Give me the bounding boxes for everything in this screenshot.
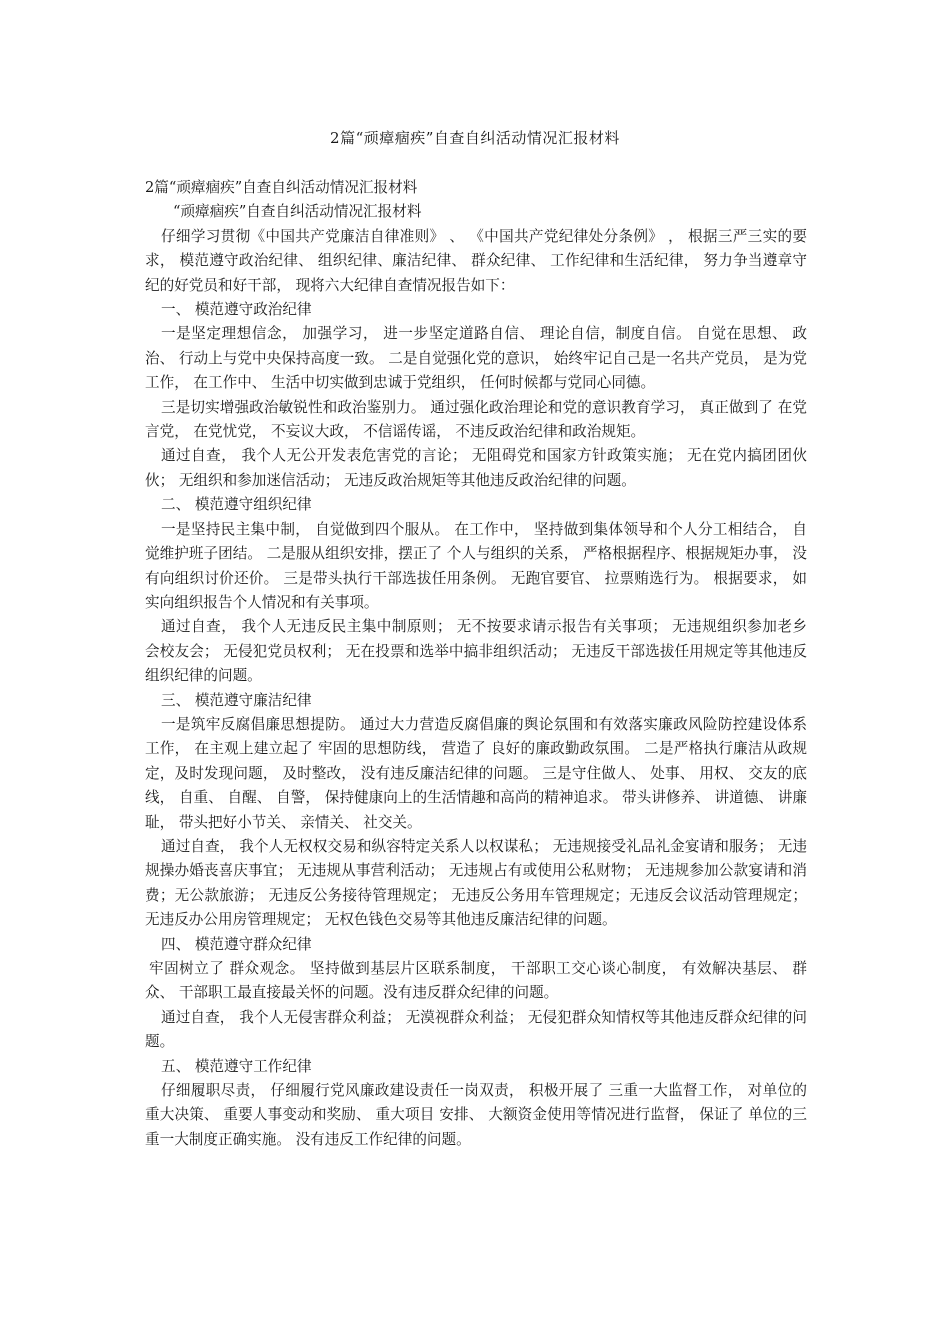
paragraph: 三是切实增强政治敏锐性和政治鉴别力。 通过强化政治理论和党的意识教育学习， 真正做到了 在党言党， 在党忧党， 不妄议大政， 不信谣传谣， 不违反政治纪律和政治规矩。 <box>145 398 807 441</box>
paragraph: 通过自查， 我个人无违反民主集中制原则； 无不按要求请示报告有关事项； 无违规组织参加老乡 会校友会； 无侵犯党员权利； 无在投票和选举中搞非组织活动； 无违反干部选拔任用规定等其他违反组织纪律的问题。 <box>145 618 807 685</box>
document-body <box>145 176 807 1152</box>
paragraph: 通过自查， 我个人无权权交易和纵容特定关系人以权谋私； 无违规接受礼品礼金宴请和服务； 无违规操办婚丧喜庆事宜； 无违规从事营利活动； 无违规占有或使用公私财物； 无违规参加公款宴请和消费；无公款旅游； 无违反公务接待管理规定； 无违反公务用车管理规定；无违反会议活动管理规定； 无违反办公用房管理规定； 无权色钱色交易等其他违反廉洁纪律的问题。 <box>145 837 807 929</box>
paragraph: 一、 模范遵守政治纪律 <box>161 301 312 319</box>
paragraph: 仔细履职尽责， 仔细履行党风廉政建设责任一岗双责， 积极开展了 三重一大监督工作， 对单位的重大决策、 重要人事变动和奖励、 重大项目 安排、 大额资金使用等情况进行监督， 保证了 单位的三重一大制度正确实施。 没有违反工作纪律的问题。 <box>145 1082 807 1148</box>
paragraph: 五、 模范遵守工作纪律 <box>161 1057 312 1075</box>
paragraph: 牢固树立了 群众观念。 坚持做到基层片区联系制度， 干部职工交心谈心制度， 有效解决基层、 群众、 干部职工最直接最关怀的问题。没有违反群众纪律的问题。 <box>145 960 807 1002</box>
paragraph: 四、 模范遵守群众纪律 <box>161 935 312 953</box>
paragraph: 一是坚定理想信念， 加强学习， 进一步坚定道路自信、 理论自信，制度自信。 自觉在思想、 政治、 行动上与党中央保持高度一致。 二是自觉强化党的意识， 始终牢记自己是一名共产党员， 是为党工作， 在工作中、 生活中切实做到忠诚于党组织， 任何时候都与党同心同德。 <box>145 325 807 392</box>
paragraph: 仔细学习贯彻《中国共产党廉洁自律准则》 、 《中国共产党纪律处分条例》 ， 根据三严三实的要求， 模范遵守政治纪律、 组织纪律、廉洁纪律、 群众纪律、 工作纪律和生活纪律， 努力争当遵章守纪的好党员和好干部， 现将六大纪律自查情况报告如下： <box>145 227 807 294</box>
paragraph: 2篇“顽瘴痼疾”自查自纠活动情况汇报材料 <box>145 179 418 196</box>
paragraph: 一是坚持民主集中制， 自觉做到四个服从。 在工作中， 坚持做到集体领导和个人分工相结合， 自觉维护班子团结。 二是服从组织安排，摆正了 个人与组织的关系， 严格根据程序、根据规矩办事， 没有向组织讨价还价。 三是带头执行干部选拔任用条例。 无跑官要官、 拉票贿选行为。 根据要求， 如实向组织报告个人情况和有关事项。 <box>145 520 807 611</box>
paragraph: 一是筑牢反腐倡廉思想提防。 通过大力营造反腐倡廉的舆论氛围和有效落实廉政风险防控建设体系工作， 在主观上建立起了 牢固的思想防线， 营造了 良好的廉政勤政氛围。 二是严格执行廉洁从政规定，及时发现问题， 及时整改， 没有违反廉洁纪律的问题。 三是守住做人、 处事、 用权、 交友的底线， 自重、 自醒、 自警， 保持健康向上的生活情趣和高尚的精神追求。 带头讲修养、 讲道德、 讲廉耻， 带头把好小节关、 亲情关、 社交关。 <box>145 715 807 831</box>
paragraph: 三、 模范遵守廉洁纪律 <box>161 691 312 709</box>
paragraph: 二、 模范遵守组织纪律 <box>161 496 312 514</box>
paragraph: 通过自查， 我个人无侵害群众利益； 无漠视群众利益； 无侵犯群众知情权等其他违反群众纪律的问题。 <box>145 1008 807 1051</box>
paragraph: 通过自查， 我个人无公开发表危害党的言论； 无阻碍党和国家方针政策实施； 无在党内搞团团伙伙； 无组织和参加迷信活动； 无违反政治规矩等其他违反政治纪律的问题。 <box>145 447 807 489</box>
paragraph: “顽瘴痼疾”自查自纠活动情况汇报材料 <box>173 203 422 221</box>
page-title: 2篇“顽瘴痼疾”自查自纠活动情况汇报材料 <box>330 129 620 147</box>
